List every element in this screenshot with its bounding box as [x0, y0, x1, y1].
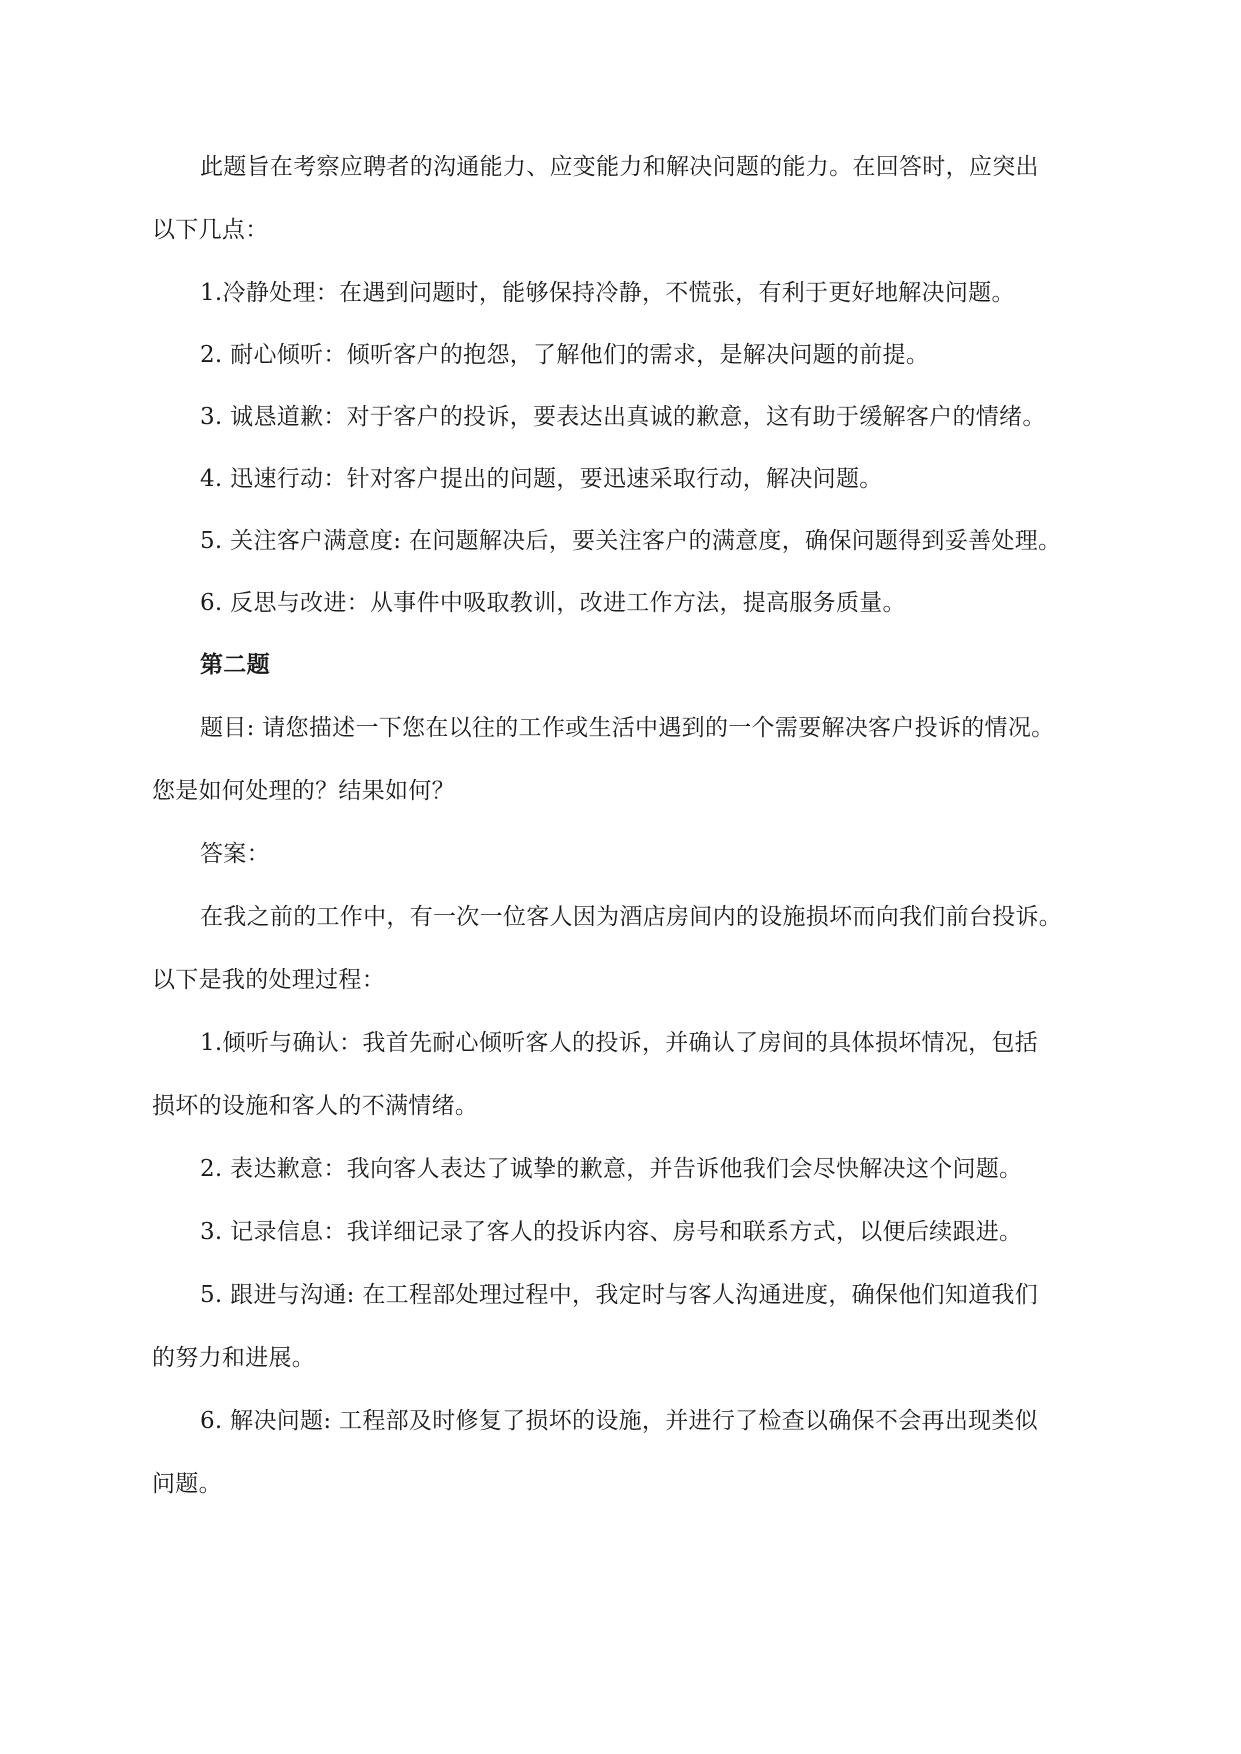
- answer-paragraph-line-1: 在我之前的工作中，有一次一位客人因为酒店房间内的设施损坏而向我们前台投诉。: [200, 904, 1063, 930]
- question-line-1: 题目: 请您描述一下您在以往的工作或生活中遇到的一个需要解决客户投诉的情况。: [200, 715, 1055, 741]
- list-item-4: 4. 迅速行动：针对客户提出的问题，要迅速采取行动，解决问题。: [200, 466, 883, 492]
- answer-item-6-line-2: 问题。: [152, 1471, 222, 1497]
- answer-item-1-line-1: 1.倾听与确认：我首先耐心倾听客人的投诉，并确认了房间的具体损坏情况，包括: [200, 1030, 1039, 1056]
- answer-item-6-line-1: 6. 解决问题: 工程部及时修复了损坏的设施，并进行了检查以确保不会再出现类似: [200, 1408, 1039, 1434]
- list-item-3: 3. 诚恳道歉：对于客户的投诉，要表达出真诚的歉意，这有助于缓解客户的情绪。: [200, 404, 1046, 430]
- section-heading: 第二题: [200, 651, 270, 678]
- list-item-6: 6. 反思与改进：从事件中吸取教训，改进工作方法，提高服务质量。: [200, 590, 906, 616]
- question-line-2: 您是如何处理的？结果如何？: [152, 778, 455, 804]
- list-item-5: 5. 关注客户满意度: 在问题解决后，要关注客户的满意度，确保问题得到妥善处理。: [200, 528, 1062, 554]
- answer-label: 答案：: [200, 841, 270, 867]
- answer-item-5-line-1: 5. 跟进与沟通: 在工程部处理过程中，我定时与客人沟通进度，确保他们知道我们: [200, 1282, 1039, 1308]
- list-item-1: 1.冷静处理：在遇到问题时，能够保持冷静，不慌张，有利于更好地解决问题。: [200, 280, 1015, 306]
- answer-paragraph-line-2: 以下是我的处理过程：: [152, 967, 385, 993]
- paragraph-intro-line-2: 以下几点：: [152, 217, 269, 243]
- answer-item-5-line-2: 的努力和进展。: [152, 1345, 316, 1371]
- list-item-2: 2. 耐心倾听：倾听客户的抱怨，了解他们的需求，是解决问题的前提。: [200, 342, 930, 368]
- answer-item-1-line-2: 损坏的设施和客人的不满情绪。: [152, 1093, 479, 1119]
- answer-item-3: 3. 记录信息：我详细记录了客人的投诉内容、房号和联系方式，以便后续跟进。: [200, 1219, 1023, 1245]
- answer-item-2: 2. 表达歉意：我向客人表达了诚挚的歉意，并告诉他我们会尽快解决这个问题。: [200, 1156, 1023, 1182]
- paragraph-intro-line-1: 此题旨在考察应聘者的沟通能力、应变能力和解决问题的能力。在回答时，应突出: [200, 154, 1039, 180]
